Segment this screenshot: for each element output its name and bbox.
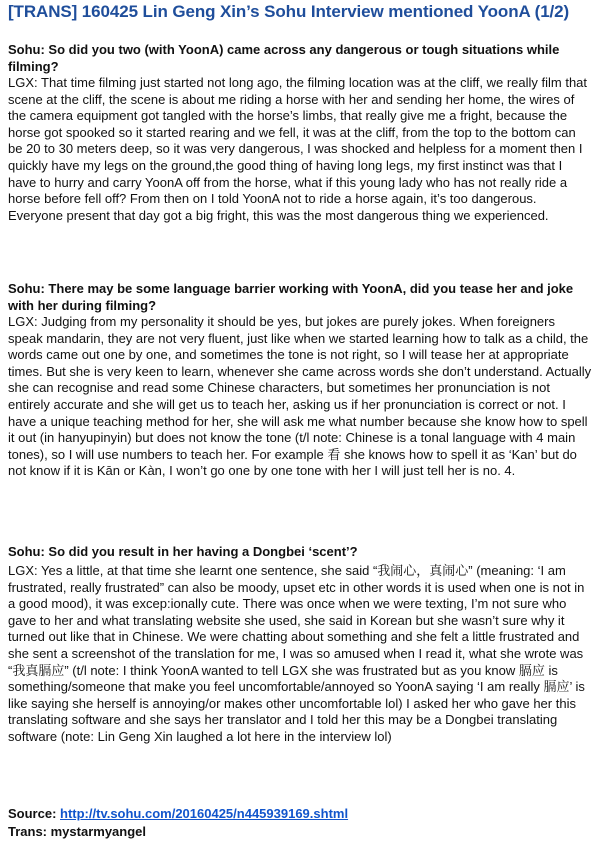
source-link[interactable]: http://tv.sohu.com/20160425/n445939169.shtml [60, 806, 349, 821]
question-3: Sohu: So did you result in her having a Dongbei ‘scent’? [8, 544, 358, 559]
question-1: Sohu: So did you two (with YoonA) came across any dangerous or tough situations while filming? [8, 42, 560, 74]
source-line [8, 806, 592, 823]
document-title: [TRANS] 160425 Lin Geng Xin’s Sohu Interview mentioned YoonA (1/2) [8, 2, 570, 21]
translator-credit: Trans: mystarmyangel [8, 824, 147, 839]
source-label: Source: [8, 806, 61, 821]
answer-2: LGX: Judging from my personality it should be yes, but jokes are purely jokes. When foreigners speak mandarin, they are not very fluent, just like when we started learning how to talk as a child, the words came out one by one, and sometimes the tone is not right, so I will tease her at appropriate times. But she is very keen to learn, whenever she came across words she don’t understand. Actually she can recognise and read some Chinese characters, but sometimes her pronunciation is not entirely accurate and she will get us to teach her, asking us if her pronunciation is correct or not. I have a unique teaching method for her, she will ask me what number because she know how to spell it out (in hanyupinyin) but does not know the tone (t/l note: Chinese is a tonal language with 4 main tones), so I will use numbers to teach her. For example 看 she knows how to spell it as ‘Kan’ but do not know if it is Kān or Kàn, I won’t go one by one tone with her I will just tell her is no. 4. [8, 314, 592, 479]
answer-3: LGX: Yes a little, at that time she learnt one sentence, she said “我闹心，真闹心” (meaning: ‘I am frustrated, really frustrated” can also be moody, upset etc in other words it is used when one is not in a good mood), it was excep:ionally cute. There was once when we were texting, I’m not sure who gave to her and what translating website she used, she said in Korean but she wasn’t sure why it turned out like that in Chinese. We were chatting about something and she felt a little frustrated and she sent a screenshot of the translation for me, I was so amused when I read it, what she wrote was “我真膈应” (t/l note: I think YoonA wanted to tell LGX she was frustrated but as you know 膈应 is something/someone that make you feel uncomfortable/annoyed so YoonA saying ‘I am really 膈应’ is like saying she herself is annoying/or makes other uncomfortable lol) I asked her who gave her this translating software and she says her translator and I told her this may be a Dongbei translating software (note: Lin Geng Xin laughed a lot here in the interview lol) [8, 563, 585, 744]
question-2: Sohu: There may be some language barrier working with YoonA, did you tease her and joke with her during filming? [8, 281, 574, 313]
answer-1: LGX: That time filming just started not long ago, the filming location was at the cliff, we really film that scene at the cliff, the scene is about me riding a horse with her and sending her home, the wires of the camera equipment got tangled with the horse’s limbs, that really give me a fright, because the horse got spooked so it started rearing and we fell, it was at the cliff, from the top to the bottom can be 20 to 30 meters deep, so it was very dangerous, I was shocked and helpless for a moment then I quickly have my legs on the ground,the good thing of having long legs, my first instinct was that I have to hurry and carry YoonA off from the horse, what if this young lady who has not really ride a horse before fell off? From then on I told YoonA not to ride a horse again, it’s too dangerous. Everyone present that day got a big fright, this was the most dangerous thing we experienced. [8, 75, 588, 223]
